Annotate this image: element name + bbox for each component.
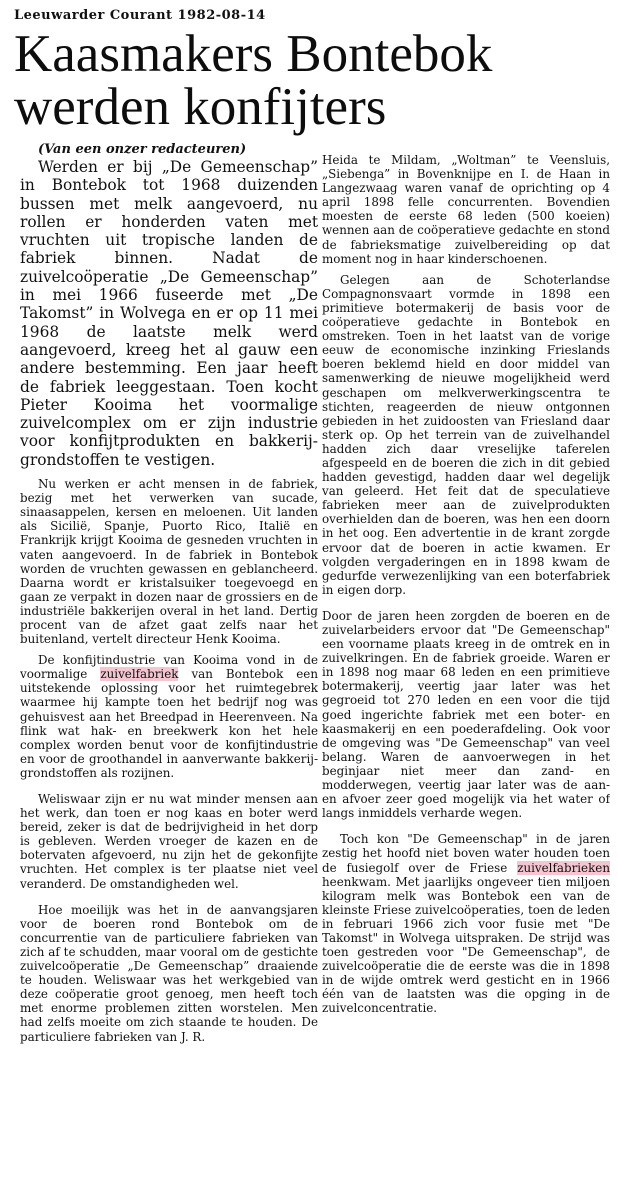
- headline-line-2: werden konfijters: [14, 78, 387, 136]
- right-column: [322, 153, 610, 1190]
- paragraph-text: De konfijtindustrie van Kooima vond in de voormalige: [20, 653, 318, 682]
- article-paragraph: Nu werken er acht mensen in de fabriek, bezig met het verwerken van sucade, sinaasappelen, kersen en meloenen. Uit landen als Sicilië, Spanje, Puorto Rico, Italië en Frankrijk krijgt Kooima de gesneden vruchten in vaten aangevoerd. In de fabriek in Bontebok worden de vruchten gewassen en geblancheerd. Daarna wordt er kristalsuiker toegevoegd en gaan ze verpakt in dozen naar de grossiers en de industriële bakkerijen overal in het land. Dertig procent van de afzet gaat zelfs naar het buitenland, vertelt directeur Henk Kooima.: [20, 477, 318, 647]
- article-paragraph: Weliswaar zijn er nu wat minder mensen aan het werk, dan toen er nog kaas en boter werd bereid, zeker is dat de bedrijvigheid in het dorp is gebleven. Werden vroeger de kazen en de botervaten afgevoerd, nu zijn het de gekonfijte vruchten. Het complex is ter plaatse niet veel veranderd. De omstandigheden wel.: [20, 792, 318, 891]
- article-paragraph: Door de jaren heen zorgden de boeren en de zuivelarbeiders ervoor dat "De Gemeenschap" een voorname plaats kreeg in de omtrek en in zuivelkringen. En de fabriek groeide. Waren er in 1898 nog maar 68 leden en een primitieve botermakerij, veertig jaar later was het gegroeid tot 270 leden en een voor die tijd goed ingerichte fabriek met een boter- en kaasmakerij en een poederafdeling. Ook voor de omgeving was "De Gemeenschap" van veel belang. Waren de aanvoerwegen in het beginjaar niet meer dan zand- en modderwegen, veertig jaar later was de aan- en afvoer zeer goed mogelijk via het water of langs inmiddels verharde wegen.: [322, 608, 610, 821]
- headline: [14, 25, 610, 136]
- left-column: [20, 158, 318, 1190]
- paragraph-text: heenkwam. Met jaarlijks ongeveer tien miljoen kilogram melk was Bontebok een van de kleinste Friese zuivelcoöperaties, toen de leden in februari 1966 zich voor fusie met "De Takomst" in Wolvega uitspraken. De strijd was toen gestreden voor "De Gemeenschap", de zuivelcoöperatie die de eerste was die in 1898 in de wijde omtrek werd gesticht en in 1966 één van de laatsten was die opging in de zuivelconcentratie.: [322, 874, 610, 1016]
- source-line: Leeuwarder Courant 1982-08-14: [14, 8, 266, 23]
- article-paragraph: [20, 653, 318, 780]
- article-paragraph: Gelegen aan de Schoterlandse Compagnonsvaart vormde in 1898 een primitieve botermakerij de basis voor de coöperatieve gedachte in Bontebok en omstreken. Toen in het laatst van de vorige eeuw de economische inzinking Frieslands boeren beklemd hield en door middel van samenwerking de nieuwe mogelijkheid werd geschapen om melkverwerkingscentra te stichten, reageerden de nieuw ontgonnen gebieden in het zuidoosten van Friesland daar sterk op. Op het terrein van de zuivelhandel hadden zich daar vreselijke taferelen afgespeeld en de boeren die zich in dit gebied hadden gevestigd, hadden daar wel degelijk van geleerd. Het feit dat de speculatieve fabrieken meer aan de zuivelprodukten overhielden dan de boeren, was hen een doorn in het oog. Een advertentie in de krant zorgde ervoor dat de boeren in actie kwamen. Er volgden vergaderingen en in 1898 kwam de gedurfde verwezenlijking van een boterfabriek in eigen dorp.: [322, 272, 610, 597]
- search-highlight: zuivelfabrieken: [517, 860, 610, 875]
- paragraph-text: van Bontebok een uitstekende oplossing voor het ruimtegebrek waarmee hij kampte toen het bedrijf nog was gehuisvest aan het Breedpad in Heerenveen. Na flink wat hak- en breekwerk kon het hele complex worden benut voor de konfijtindustrie en voor de groothandel in aanverwante bakkerij-grondstoffen als rozijnen.: [20, 667, 318, 780]
- byline: (Van een onzer redacteuren): [38, 142, 247, 157]
- lead-paragraph: Werden er bij „De Gemeenschap” in Bontebok tot 1968 duizenden bussen met melk aangevoerd, nu rollen er honderden vaten met vruchten uit tropische landen de fabriek binnen. Nadat de zuivelcoöperatie „De Gemeenschap” in mei 1966 fuseerde met „De Takomst” in Wolvega en er op 11 mei 1968 de laatste melk werd aangevoerd, kreeg het al gauw een andere bestemming. Een jaar heeft de fabriek leeggestaan. Toen kocht Pieter Kooima het voormalige zuivelcomplex om er zijn industrie voor konfijtprodukten en bakkerij-grondstoffen te vestigen.: [20, 158, 318, 469]
- search-highlight: zuivelfabriek: [100, 667, 179, 682]
- article-paragraph: Hoe moeilijk was het in de aanvangsjaren voor de boeren rond Bontebok om de concurrentie van de particuliere fabrieken van zich af te schudden, maar vooral om de gestichte zuivelcoöperatie „De Gemeenschap” draaiende te houden. Weliswaar was het werkgebied van deze coöperatie groot genoeg, men heeft toch met enorme problemen zitten worstelen. Men had zelfs moeite om zich staande te houden. De particuliere fabrieken van J. R.: [20, 902, 318, 1044]
- article-paragraph: Heida te Mildam, „Woltman” te Veensluis, „Siebenga” in Bovenknijpe en I. de Haan in Langezwaag waren vanaf de oprichting op 4 april 1898 felle concurrenten. Bovendien moesten de eerste 68 leden (500 koeien) wennen aan de coöperatieve gedachte en stond de fabrieksmatige zuivelbereiding op dat moment nog in haar kinderschoenen.: [322, 153, 610, 266]
- headline-line-1: Kaasmakers Bontebok: [14, 25, 493, 83]
- article-paragraph: [322, 832, 610, 1015]
- paragraph-text: Toch kon "De Gemeenschap" in de jaren zestig het hoofd niet boven water houden toen de fusiegolf over de Friese: [322, 832, 610, 875]
